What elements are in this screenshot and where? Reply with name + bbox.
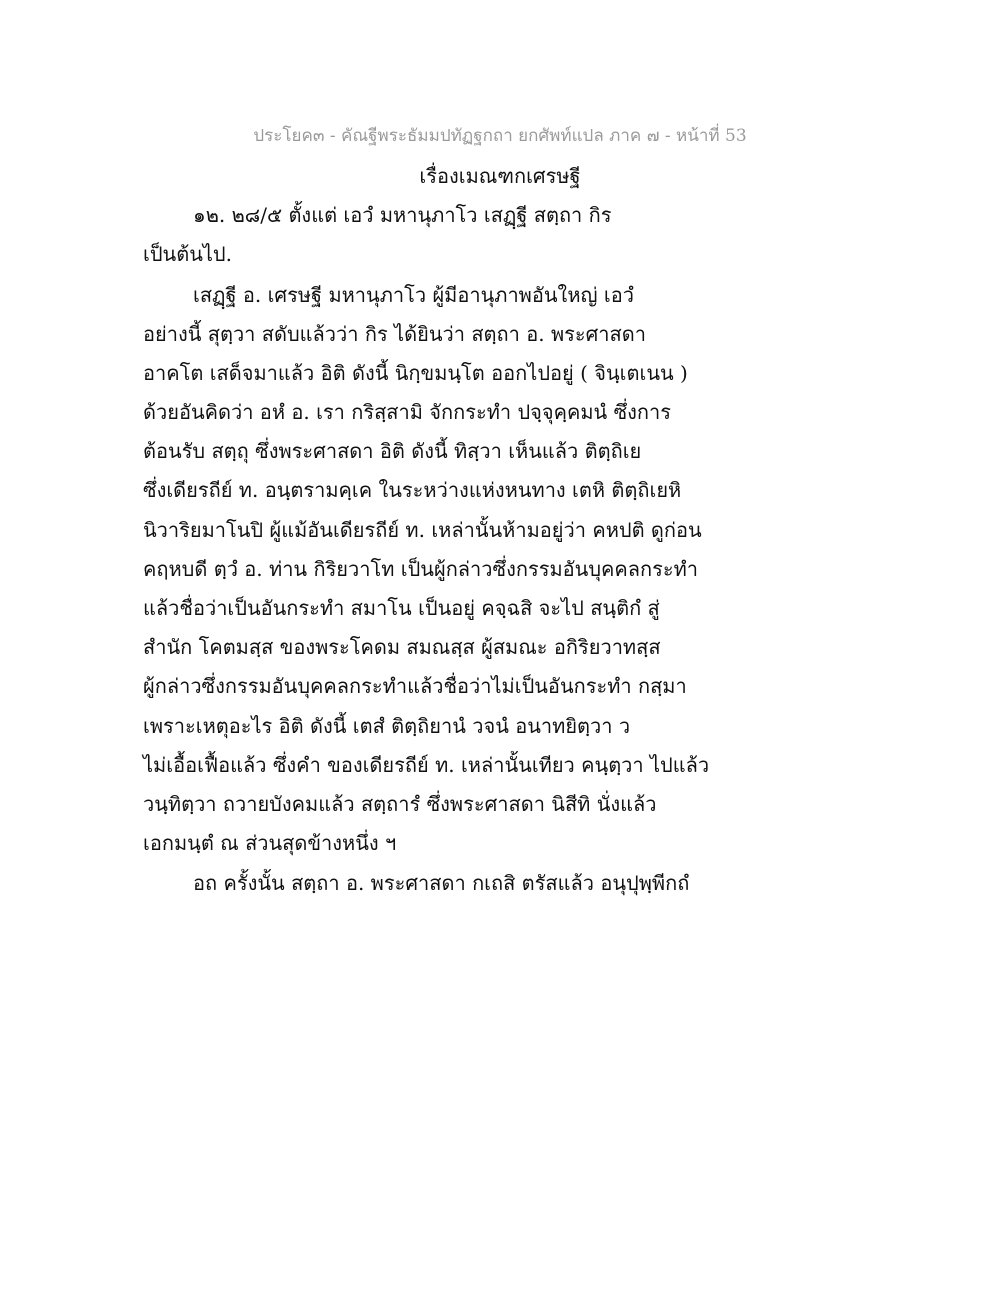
- body-line: สำนัก โคตมสฺส ของพระโคดม สมณสฺส ผู้สมณะ อกิริยวาทสฺส: [143, 635, 661, 659]
- page-header: [0, 122, 1000, 149]
- story-title-text: เรื่องเมณฑกเศรษฐี: [419, 164, 581, 188]
- body-line: อถ ครั้งนั้น สตฺถา อ. พระศาสดา กเถสิ ตรัสแล้ว อนุปุพฺพีกถํ: [193, 871, 690, 895]
- body-line: วนฺทิตฺวา ถวายบังคมแล้ว สตฺถารํ ซึ่งพระศาสดา นิสีทิ นั่งแล้ว: [143, 792, 657, 816]
- page-header-text: ประโยค๓ - คัณฐีพระธัมมปทัฏฐกถา ยกศัพท์แปล ภาค ๗ - หน้าที่ 53: [253, 126, 747, 146]
- body-line: เป็นต้นไป.: [143, 242, 232, 266]
- body-line: ไม่เอื้อเฟื้อแล้ว ซึ่งคำ ของเดียรถีย์ ท. เหล่านั้นเทียว คนฺตฺวา ไปแล้ว: [143, 753, 710, 777]
- body-line: อย่างนี้ สุตฺวา สดับแล้วว่า กิร ได้ยินว่า สตฺถา อ. พระศาสดา: [143, 322, 646, 346]
- body-line: เพราะเหตุอะไร อิติ ดังนี้ เตสํ ติตฺถิยานํ วจนํ อนาทยิตฺวา ว: [143, 714, 631, 738]
- body-line: ด้วยอันคิดว่า อหํ อ. เรา กริสฺสามิ จักกระทำ ปจฺจุคฺคมนํ ซึ่งการ: [143, 400, 672, 424]
- body-line: อาคโต เสด็จมาแล้ว อิติ ดังนี้ นิกฺขมนฺโต ออกไปอยู่ ( จินฺเตเนน ): [143, 361, 688, 385]
- story-title: [0, 160, 1000, 192]
- body-line: ต้อนรับ สตฺถุ ซึ่งพระศาสดา อิติ ดังนี้ ทิสฺวา เห็นแล้ว ติตฺถิเย: [143, 439, 642, 463]
- body-line: คฤหบดี ตฺวํ อ. ท่าน กิริยวาโท เป็นผู้กล่าวซึ่งกรรมอันบุคคลกระทำ: [143, 557, 699, 581]
- body-line: ซึ่งเดียรถีย์ ท. อนฺตรามคฺเค ในระหว่างแห่งหนทาง เตหิ ติตฺถิเยหิ: [143, 478, 682, 502]
- body-line: เอกมนฺตํ ณ ส่วนสุดข้างหนึ่ง ฯ: [143, 831, 397, 855]
- body-line: นิวาริยมาโนปิ ผู้แม้อันเดียรถีย์ ท. เหล่านั้นห้ามอยู่ว่า คหปติ ดูก่อน: [143, 518, 702, 542]
- body-line: เสฏฺฐี อ. เศรษฐี มหานุภาโว ผู้มีอานุภาพอันใหญ่ เอวํ: [193, 283, 634, 307]
- body-line: แล้วชื่อว่าเป็นอันกระทำ สมาโน เป็นอยู่ คจฺฉสิ จะไป สนฺติกํ สู่: [143, 596, 660, 620]
- body-line: ๑๒. ๒๘/๕ ตั้งแต่ เอวํ มหานุภาโว เสฏฺฐี สตฺถา กิร: [193, 203, 612, 227]
- body-line: ผู้กล่าวซึ่งกรรมอันบุคคลกระทำแล้วชื่อว่าไม่เป็นอันกระทำ กสฺมา: [143, 674, 687, 698]
